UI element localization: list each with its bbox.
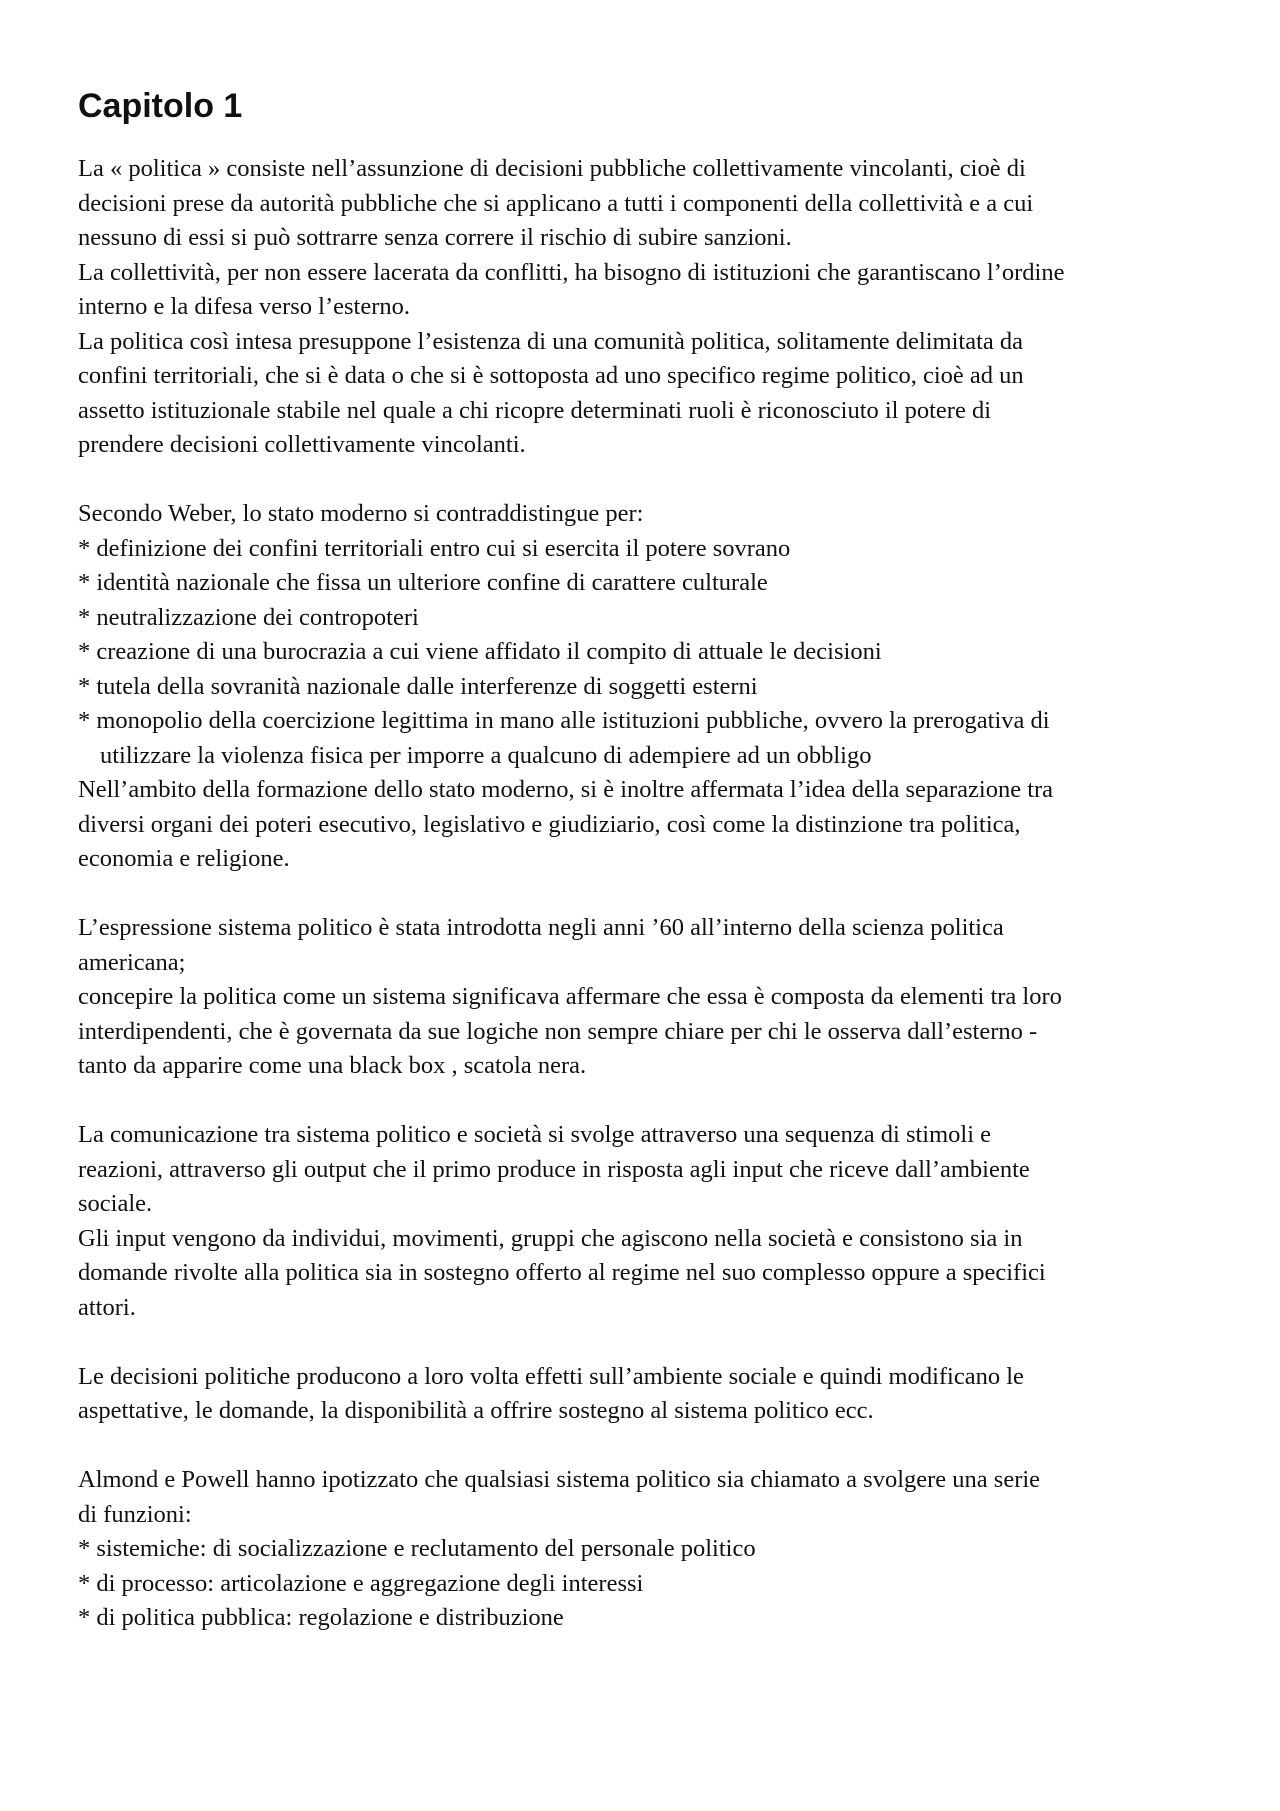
- text-line: Almond e Powell hanno ipotizzato che qualsiasi sistema politico sia chiamato a svolgere una serie: [78, 1466, 1041, 1493]
- text-line: domande rivolte alla politica sia in sostegno offerto al regime nel suo complesso oppure a specifici: [78, 1259, 1046, 1286]
- text-line: di funzioni:: [78, 1500, 192, 1528]
- text-line: tanto da apparire come una black box , scatola nera.: [78, 1052, 587, 1079]
- text-line: La collettività, per non essere lacerata da conflitti, ha bisogno di istituzioni che garantiscano l’ordine: [78, 258, 1065, 286]
- text-line: * monopolio della coercizione legittima in mano alle istituzioni pubbliche, ovvero la prerogativa di: [78, 707, 1050, 734]
- text-line: economia e religione.: [78, 845, 290, 872]
- text-line: * di processo: articolazione e aggregazione degli interessi: [78, 1569, 644, 1597]
- text-line: decisioni prese da autorità pubbliche che si applicano a tutti i componenti della collettività e a cui: [78, 189, 1034, 217]
- text-line: La comunicazione tra sistema politico e società si svolge attraverso una sequenza di stimoli e: [78, 1121, 992, 1148]
- text-line: reazioni, attraverso gli output che il primo produce in risposta agli input che riceve dall’ambiente: [78, 1155, 1030, 1183]
- text-line: La politica così intesa presuppone l’esistenza di una comunità politica, solitamente delimitata da: [78, 327, 1023, 355]
- text-line: Gli input vengono da individui, movimenti, gruppi che agiscono nella società e consistono sia in: [78, 1224, 1023, 1252]
- text-line: assetto istituzionale stabile nel quale a chi ricopre determinati ruoli è riconosciuto il potere di: [78, 396, 992, 424]
- paragraph-gap: [78, 1429, 1228, 1464]
- paragraph-gap: [78, 877, 1228, 912]
- text-line: * definizione dei confini territoriali entro cui si esercita il potere sovrano: [78, 534, 791, 562]
- text-line: * neutralizzazione dei contropoteri: [78, 603, 419, 631]
- page-title: Capitolo 1: [78, 87, 243, 125]
- text-line: sociale.: [78, 1190, 153, 1217]
- document-page: [78, 86, 1228, 1636]
- text-line: americana;: [78, 948, 186, 976]
- paragraph-gap: [78, 1084, 1228, 1119]
- text-line: * sistemiche: di socializzazione e reclutamento del personale politico: [78, 1535, 756, 1562]
- text-line: interno e la difesa verso l’esterno.: [78, 293, 410, 320]
- text-line: Le decisioni politiche producono a loro volta effetti sull’ambiente sociale e quindi modificano le: [78, 1362, 1024, 1390]
- text-line: Nell’ambito della formazione dello stato moderno, si è inoltre affermata l’idea della separazione tra: [78, 776, 1054, 803]
- text-line: utilizzare la violenza fisica per imporre a qualcuno di adempiere ad un obbligo: [100, 741, 872, 769]
- text-line: interdipendenti, che è governata da sue logiche non sempre chiare per chi le osserva dall’esterno -: [78, 1017, 1038, 1045]
- text-line: * tutela della sovranità nazionale dalle interferenze di soggetti esterni: [78, 672, 758, 700]
- text-line: * di politica pubblica: regolazione e distribuzione: [78, 1604, 564, 1631]
- paragraph-gap: [78, 1325, 1228, 1360]
- text-line: Secondo Weber, lo stato moderno si contraddistingue per:: [78, 500, 644, 527]
- text-line: concepire la politica come un sistema significava affermare che essa è composta da elementi tra loro: [78, 983, 1062, 1010]
- paragraph-gap: [78, 463, 1228, 498]
- text-line: confini territoriali, che si è data o che si è sottoposta ad uno specifico regime politico, cioè ad un: [78, 362, 1024, 389]
- text-line: prendere decisioni collettivamente vincolanti.: [78, 431, 526, 458]
- text-line: * identità nazionale che fissa un ulteriore confine di carattere culturale: [78, 569, 768, 596]
- text-line: attori.: [78, 1293, 136, 1321]
- text-line: La « politica » consiste nell’assunzione di decisioni pubbliche collettivamente vincolanti, cioè di: [78, 155, 1026, 182]
- text-line: * creazione di una burocrazia a cui viene affidato il compito di attuale le decisioni: [78, 638, 882, 665]
- text-line: aspettative, le domande, la disponibilità a offrire sostegno al sistema politico ecc.: [78, 1397, 874, 1424]
- text-line: diversi organi dei poteri esecutivo, legislativo e giudiziario, così come la distinzione tra politica,: [78, 810, 1021, 838]
- document-body: [78, 152, 1228, 1636]
- text-line: L’espressione sistema politico è stata introdotta negli anni ’60 all’interno della scienza politica: [78, 914, 1004, 941]
- text-line: nessuno di essi si può sottrarre senza correre il rischio di subire sanzioni.: [78, 224, 792, 251]
